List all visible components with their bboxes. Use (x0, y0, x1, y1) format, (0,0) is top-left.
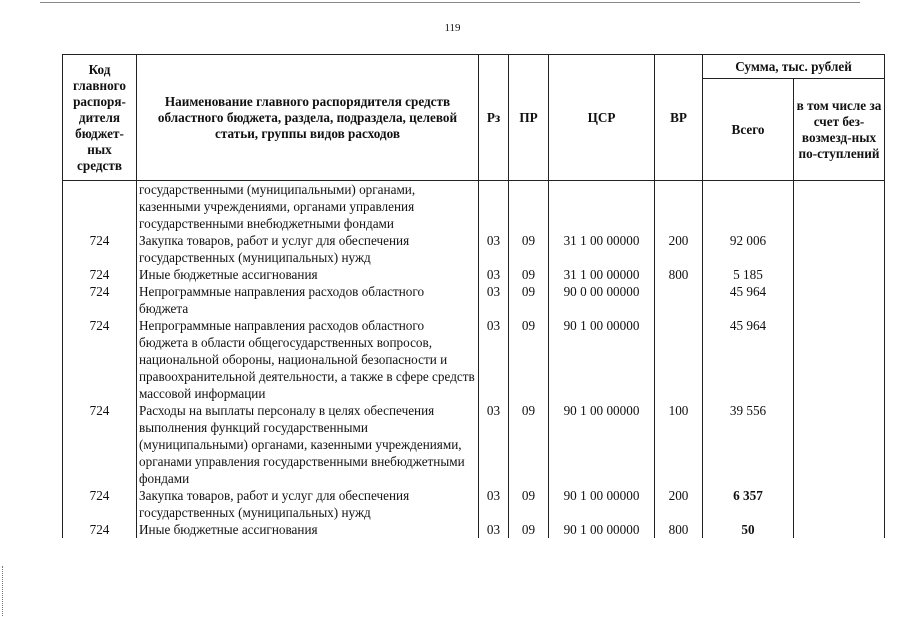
budget-table (62, 54, 885, 538)
row-rz: 03 (479, 317, 509, 402)
table-row (63, 266, 885, 283)
row-rz: 03 (479, 402, 509, 487)
row-code: 724 (63, 487, 137, 521)
table-row (63, 283, 885, 317)
row-rz: 03 (479, 266, 509, 283)
row-code: 724 (63, 232, 137, 266)
row-vr: 800 (655, 266, 703, 283)
row-csr: 90 1 00 00000 (549, 521, 655, 538)
table-row (63, 232, 885, 266)
row-code: 724 (63, 317, 137, 402)
row-pr: 09 (509, 283, 549, 317)
header-code: Код главного распоря-дителя бюджет-ных средств (63, 55, 137, 181)
row-vr (655, 317, 703, 402)
page-number: 119 (444, 22, 461, 34)
header-grants: в том числе за счет без-возмезд-ных по-ступлений (794, 79, 885, 181)
row-grants (794, 402, 885, 487)
row-name: Непрограммные направления расходов областного бюджета (137, 283, 479, 317)
row-csr: 90 1 00 00000 (549, 487, 655, 521)
row-csr (549, 181, 655, 233)
row-rz (479, 181, 509, 233)
scan-margin-mark (2, 566, 9, 616)
header-rz: Рз (479, 55, 509, 181)
row-csr: 90 0 00 00000 (549, 283, 655, 317)
row-grants (794, 283, 885, 317)
header-name: Наименование главного распорядителя средств областного бюджета, раздела, подраздела, целевой статьи, группы видов расходов (137, 55, 479, 181)
row-total: 45 964 (703, 283, 794, 317)
row-code: 724 (63, 266, 137, 283)
row-csr: 31 1 00 00000 (549, 232, 655, 266)
row-name: Расходы на выплаты персоналу в целях обеспечения выполнения функций государственными (муниципальными) органами, казенными учреждениями, органами управления государственными внебюджетными фондами (137, 402, 479, 487)
row-rz: 03 (479, 283, 509, 317)
row-pr: 09 (509, 402, 549, 487)
row-csr: 90 1 00 00000 (549, 317, 655, 402)
row-pr: 09 (509, 317, 549, 402)
row-code: 724 (63, 402, 137, 487)
table-row (63, 317, 885, 402)
row-total: 45 964 (703, 317, 794, 402)
header-total: Всего (703, 79, 794, 181)
row-csr: 31 1 00 00000 (549, 266, 655, 283)
row-grants (794, 521, 885, 538)
table-row (63, 521, 885, 538)
row-grants (794, 232, 885, 266)
header-vr: ВР (655, 55, 703, 181)
row-vr (655, 181, 703, 233)
row-rz: 03 (479, 487, 509, 521)
row-pr: 09 (509, 266, 549, 283)
row-name: Закупка товаров, работ и услуг для обеспечения государственных (муниципальных) нужд (137, 487, 479, 521)
header-pr: ПР (509, 55, 549, 181)
top-rule (40, 2, 860, 3)
row-pr: 09 (509, 487, 549, 521)
row-vr (655, 283, 703, 317)
row-name: государственными (муниципальными) органами, казенными учреждениями, органами управления государственными внебюджетными фондами (137, 181, 479, 233)
header-sum-group: Сумма, тыс. рублей (703, 55, 885, 79)
row-name: Иные бюджетные ассигнования (137, 521, 479, 538)
table-row (63, 402, 885, 487)
row-total: 50 (703, 521, 794, 538)
row-name: Закупка товаров, работ и услуг для обеспечения государственных (муниципальных) нужд (137, 232, 479, 266)
row-vr: 800 (655, 521, 703, 538)
row-vr: 100 (655, 402, 703, 487)
header-csr: ЦСР (549, 55, 655, 181)
row-name: Непрограммные направления расходов областного бюджета в области общегосударственных вопросов, национальной обороны, национальной безопасности и правоохранительной деятельности, а также в сфере средств массовой информации (137, 317, 479, 402)
row-grants (794, 317, 885, 402)
row-total (703, 181, 794, 233)
row-pr: 09 (509, 521, 549, 538)
row-total: 39 556 (703, 402, 794, 487)
row-name: Иные бюджетные ассигнования (137, 266, 479, 283)
row-code: 724 (63, 521, 137, 538)
row-rz: 03 (479, 232, 509, 266)
row-code (63, 181, 137, 233)
row-total: 6 357 (703, 487, 794, 521)
row-grants (794, 487, 885, 521)
row-code: 724 (63, 283, 137, 317)
row-pr: 09 (509, 232, 549, 266)
row-pr (509, 181, 549, 233)
row-vr: 200 (655, 232, 703, 266)
row-total: 92 006 (703, 232, 794, 266)
row-csr: 90 1 00 00000 (549, 402, 655, 487)
row-grants (794, 181, 885, 233)
row-grants (794, 266, 885, 283)
row-total: 5 185 (703, 266, 794, 283)
table-row (63, 487, 885, 521)
table-row (63, 181, 885, 233)
row-vr: 200 (655, 487, 703, 521)
row-rz: 03 (479, 521, 509, 538)
